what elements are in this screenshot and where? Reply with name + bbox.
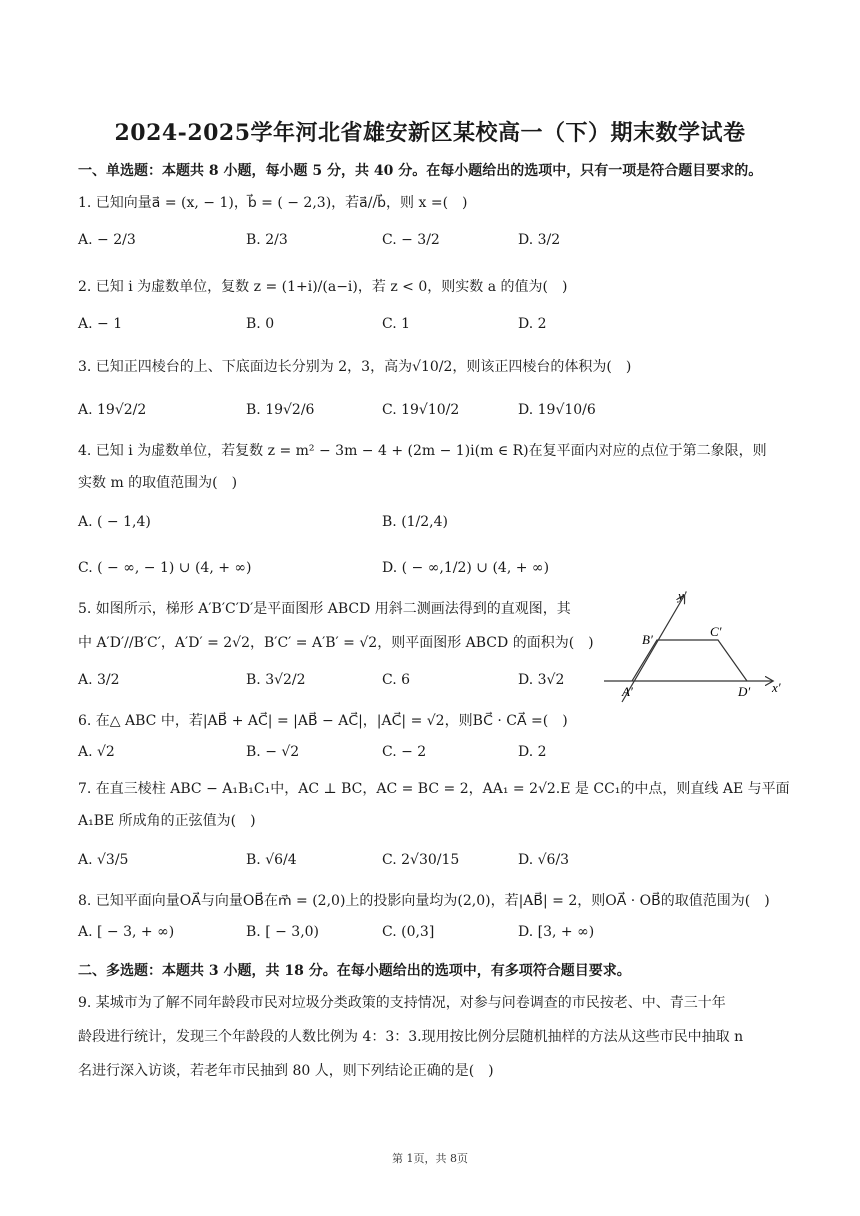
label-d: D′ (738, 684, 751, 699)
question-3-stem: 3. 已知正四棱台的上、下底面边长分别为 2，3，高为√10/2，则该正四棱台的体积为( ) (78, 359, 632, 375)
question-2-option-a: A. − 1 (78, 316, 123, 332)
question-5-stem-line-2: 中 A′D′//B′C′，A′D′ = 2√2，B′C′ = A′B′ = √2，则平面图形 ABCD 的面积为( ) (78, 635, 594, 651)
question-3-option-d: D. 19√10/6 (518, 402, 596, 418)
section-2-heading: 二、多选题：本题共 3 小题，共 18 分。在每小题给出的选项中，有多项符合题目要求。 (78, 963, 631, 979)
question-4-stem-line-2: 实数 m 的取值范围为( ) (78, 475, 238, 491)
question-7-option-c: C. 2√30/15 (382, 852, 460, 868)
question-6-option-d: D. 2 (518, 744, 547, 760)
page-title: 2024-2025学年河北省雄安新区某校高一（下）期末数学试卷 (114, 120, 746, 146)
label-a: A′ (622, 684, 633, 699)
question-4-option-d: D. ( − ∞,1/2) ∪ (4, + ∞) (382, 560, 550, 576)
question-8-option-a: A. [ − 3, + ∞) (78, 924, 175, 940)
question-7-option-b: B. √6/4 (246, 852, 297, 868)
question-2-stem: 2. 已知 i 为虚数单位，复数 z = (1+i)/(a−i)，若 z < 0，则实数 a 的值为( ) (78, 279, 568, 295)
page-footer: 第 1页，共 8页 (392, 1152, 468, 1165)
label-x: x′ (772, 680, 781, 695)
question-3-option-b: B. 19√2/6 (246, 402, 315, 418)
question-4-option-c: C. ( − ∞, − 1) ∪ (4, + ∞) (78, 560, 252, 576)
question-3-option-a: A. 19√2/2 (78, 402, 147, 418)
question-5-option-b: B. 3√2/2 (246, 672, 306, 688)
label-y: y′ (678, 588, 687, 603)
question-1-option-b: B. 2/3 (246, 232, 288, 248)
question-6-option-c: C. − 2 (382, 744, 427, 760)
question-4-option-a: A. ( − 1,4) (78, 514, 151, 530)
question-9-line-1: 9. 某城市为了解不同年龄段市民对垃圾分类政策的支持情况，对参与问卷调查的市民按老、中、青三十年 (78, 995, 726, 1011)
question-4-option-b: B. (1/2,4) (382, 514, 449, 530)
question-5-option-c: C. 6 (382, 672, 411, 688)
question-6-option-a: A. √2 (78, 744, 115, 760)
question-8-option-b: B. [ − 3,0) (246, 924, 320, 940)
question-4-stem-line-1: 4. 已知 i 为虚数单位，若复数 z = m² − 3m − 4 + (2m − 1)i(m ∈ R)在复平面内对应的点位于第二象限，则 (78, 443, 767, 459)
question-1-option-a: A. − 2/3 (78, 232, 136, 248)
question-5-stem-line-1: 5. 如图所示，梯形 A′B′C′D′是平面图形 ABCD 用斜二测画法得到的直观图，其 (78, 601, 571, 617)
question-5-option-d: D. 3√2 (518, 672, 565, 688)
question-8-option-d: D. [3, + ∞) (518, 924, 595, 940)
question-7-stem-line-1: 7. 在直三棱柱 ABC − A₁B₁C₁中，AC ⊥ BC，AC = BC = 2，AA₁ = 2√2.E 是 CC₁的中点，则直线 AE 与平面 (78, 781, 790, 797)
question-5-option-a: A. 3/2 (78, 672, 120, 688)
question-1-option-d: D. 3/2 (518, 232, 561, 248)
question-2-option-b: B. 0 (246, 316, 275, 332)
question-6-option-b: B. − √2 (246, 744, 300, 760)
question-9-line-3: 名进行深入访谈，若老年市民抽到 80 人，则下列结论正确的是( ) (78, 1063, 494, 1079)
question-1-option-c: C. − 3/2 (382, 232, 440, 248)
question-2-option-c: C. 1 (382, 316, 411, 332)
question-1-stem: 1. 已知向量a⃗ = (x, − 1)，b⃗ = ( − 2,3)，若a⃗//b⃗，则 x =( ) (78, 195, 468, 211)
question-7-option-a: A. √3/5 (78, 852, 129, 868)
question-2-option-d: D. 2 (518, 316, 547, 332)
label-c: C′ (710, 624, 722, 639)
trapezoid-figure (600, 588, 790, 706)
question-8-option-c: C. (0,3] (382, 924, 435, 940)
section-1-heading: 一、单选题：本题共 8 小题，每小题 5 分，共 40 分。在每小题给出的选项中，只有一项是符合题目要求的。 (78, 163, 763, 179)
label-b: B′ (642, 632, 653, 647)
question-9-line-2: 龄段进行统计，发现三个年龄段的人数比例为 4：3：3.现用按比例分层随机抽样的方法从这些市民中抽取 n (78, 1029, 744, 1045)
question-8-stem: 8. 已知平面向量OA⃗与向量OB⃗在m⃗ = (2,0)上的投影向量均为(2,0)，若|AB⃗| = 2，则OA⃗ · OB⃗的取值范围为( ) (78, 893, 770, 909)
question-6-stem: 6. 在△ ABC 中，若|AB⃗ + AC⃗| = |AB⃗ − AC⃗|，|AC⃗| = √2，则BC⃗ · CA⃗ =( ) (78, 713, 568, 729)
question-7-stem-line-2: A₁BE 所成角的正弦值为( ) (78, 813, 256, 829)
question-7-option-d: D. √6/3 (518, 852, 570, 868)
question-3-option-c: C. 19√10/2 (382, 402, 460, 418)
